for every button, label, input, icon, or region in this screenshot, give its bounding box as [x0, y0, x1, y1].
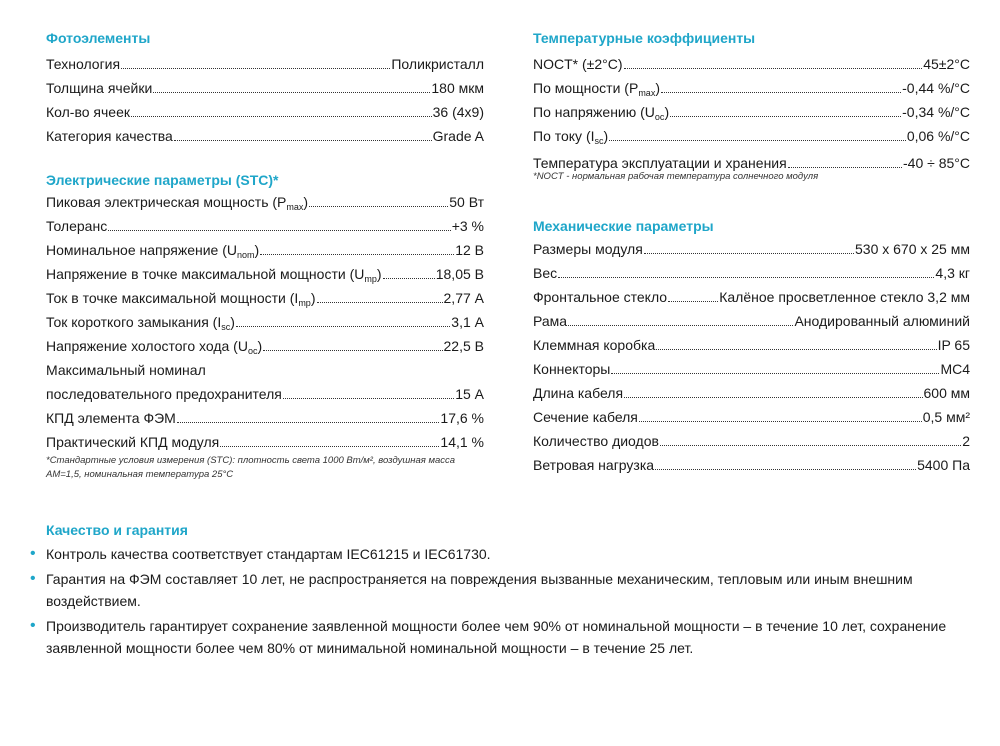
- spec-label: По напряжению $(U_{oc})$: [533, 104, 670, 122]
- spec-value: 50 Вт: [449, 194, 484, 210]
- spec-value: Анодированный алюминий: [794, 313, 970, 329]
- section-title-quality: Качество и гарантия: [46, 522, 188, 538]
- spec-label: Пиковая электрическая мощность $(P_{max})$: [46, 194, 309, 212]
- spec-row: [46, 218, 484, 234]
- mechanical-table: [533, 241, 970, 473]
- spec-row: [533, 155, 970, 171]
- spec-label: Температура эксплуатации и хранения: [533, 155, 787, 171]
- spec-row: [533, 128, 970, 144]
- spec-value: 22,5 В: [443, 338, 484, 354]
- section-title-photocells: Фотоэлементы: [46, 30, 151, 46]
- spec-row: [46, 266, 484, 282]
- spec-label: Практический КПД модуля: [46, 434, 220, 450]
- spec-value: 18,05 В: [435, 266, 484, 282]
- section-title-mechanical: Механические параметры: [533, 218, 714, 234]
- spec-value: Поликристалл: [391, 56, 484, 72]
- spec-row: [533, 457, 970, 473]
- quality-list: [30, 543, 980, 662]
- spec-row: [533, 313, 970, 329]
- spec-row: [533, 409, 970, 425]
- spec-row: [533, 80, 970, 96]
- list-item: • Контроль качества соответствует стандартам IEC61215 и IEC61730.: [30, 543, 980, 565]
- spec-value: 530 x 670 x 25 мм: [855, 241, 970, 257]
- spec-label: Толеранс: [46, 218, 108, 234]
- spec-value: -40 ÷ 85°C: [903, 155, 970, 171]
- spec-label: Ток короткого замыкания $(I_{sc})$: [46, 314, 235, 332]
- spec-label: Ветровая нагрузка: [533, 457, 655, 473]
- spec-label: Максимальный номинал: [46, 362, 206, 378]
- spec-row: [533, 385, 970, 401]
- spec-value: 15 А: [455, 386, 484, 402]
- spec-value: 45±2°C: [923, 56, 970, 72]
- spec-label: Количество диодов: [533, 433, 659, 449]
- spec-label: Напряжение холостого хода $(U_{oc})$: [46, 338, 263, 356]
- spec-value: 4,3 кг: [935, 265, 970, 281]
- spec-row: [533, 433, 970, 449]
- spec-label: NOCT* (±2°C): [533, 56, 623, 72]
- spec-row: [46, 290, 484, 306]
- spec-label: Размеры модуля: [533, 241, 643, 257]
- bullet-icon: •: [30, 570, 36, 587]
- spec-label: По мощности $(P_{max})$: [533, 80, 660, 98]
- spec-row: [46, 314, 484, 330]
- spec-row: [533, 265, 970, 281]
- spec-value: 600 мм: [923, 385, 970, 401]
- spec-value: 2,77 А: [443, 290, 484, 306]
- section-title-temperature: Температурные коэффициенты: [533, 30, 756, 46]
- spec-value: 180 мкм: [431, 80, 484, 96]
- spec-label: Клеммная коробка: [533, 337, 656, 353]
- spec-label: Номинальное напряжение $(U_{nom})$: [46, 242, 260, 260]
- spec-value: +3 %: [451, 218, 484, 234]
- spec-row: [46, 194, 484, 210]
- spec-label: Толщина ячейки: [46, 80, 153, 96]
- spec-row: [46, 242, 484, 258]
- spec-value: 0,06 %/°C: [906, 128, 970, 144]
- spec-row: [533, 361, 970, 377]
- spec-row: [46, 434, 484, 450]
- spec-label: КПД элемента ФЭМ: [46, 410, 176, 426]
- spec-row: [533, 289, 970, 305]
- spec-row: [46, 410, 484, 426]
- spec-value: 12 В: [455, 242, 484, 258]
- spec-value: IP 65: [937, 337, 970, 353]
- spec-label: Технология: [46, 56, 121, 72]
- spec-label: Вес: [533, 265, 558, 281]
- spec-row: [46, 104, 484, 120]
- spec-label: Категория качества: [46, 128, 173, 144]
- electrical-table: [46, 194, 484, 450]
- stc-footnote: *Стандартные условия измерения (STC): плотность света 1000 Вт/м², воздушная масса АМ=1,5, номинальная температура 25°С: [46, 455, 456, 480]
- bullet-icon: •: [30, 617, 36, 634]
- spec-value: 0,5 мм²: [922, 409, 970, 425]
- spec-label: По току $(I_{sc})$: [533, 128, 609, 146]
- spec-row: [533, 56, 970, 72]
- bullet-icon: •: [30, 545, 36, 562]
- spec-value: 3,1 А: [451, 314, 484, 330]
- list-item: • Гарантия на ФЭМ составляет 10 лет, не распространяется на повреждения вызванные механическим, тепловым или иным внешним воздействием.: [30, 570, 913, 609]
- list-item: • Производитель гарантирует сохранение заявленной мощности более чем 90% от номинальной мощности – в течение 10 лет, сохранение заявленной мощности более чем 80% от минимальной номинальной мощности – в течение 25 лет.: [30, 617, 947, 656]
- photocells-table: [46, 56, 484, 144]
- spec-value: 36 (4x9): [432, 104, 484, 120]
- temperature-table: [533, 56, 970, 171]
- spec-value: -0,34 %/°C: [902, 104, 970, 120]
- spec-row: [533, 241, 970, 257]
- spec-value: -0,44 %/°C: [902, 80, 970, 96]
- spec-label: последовательного предохранителя: [46, 386, 282, 402]
- spec-row: [533, 104, 970, 120]
- spec-value: Grade A: [432, 128, 484, 144]
- noct-footnote: *NOCT - нормальная рабочая температура солнечного модуля: [533, 171, 819, 182]
- spec-value: 14,1 %: [440, 434, 484, 450]
- section-title-electrical: Электрические параметры (STC)*: [46, 172, 279, 188]
- spec-row: [46, 386, 484, 402]
- spec-value: MC4: [940, 361, 970, 377]
- spec-row: [46, 80, 484, 96]
- spec-value: 5400 Па: [917, 457, 970, 473]
- spec-value: 2: [962, 433, 970, 449]
- spec-label: Сечение кабеля: [533, 409, 638, 425]
- spec-label: Длина кабеля: [533, 385, 624, 401]
- spec-label: Ток в точке максимальной мощности $(I_{mp})$: [46, 290, 316, 308]
- spec-value: 17,6 %: [440, 410, 484, 426]
- spec-label: Напряжение в точке максимальной мощности $(U_{mp})$: [46, 266, 382, 284]
- spec-row: [46, 338, 484, 354]
- spec-label: Кол-во ячеек: [46, 104, 130, 120]
- spec-label: Рама: [533, 313, 568, 329]
- spec-label: Фронтальное стекло: [533, 289, 668, 305]
- spec-row: [533, 337, 970, 353]
- spec-value: Калёное просветленное стекло 3,2 мм: [719, 289, 970, 305]
- spec-row: [46, 56, 484, 72]
- spec-row: [46, 128, 484, 144]
- spec-label: Коннекторы: [533, 361, 611, 377]
